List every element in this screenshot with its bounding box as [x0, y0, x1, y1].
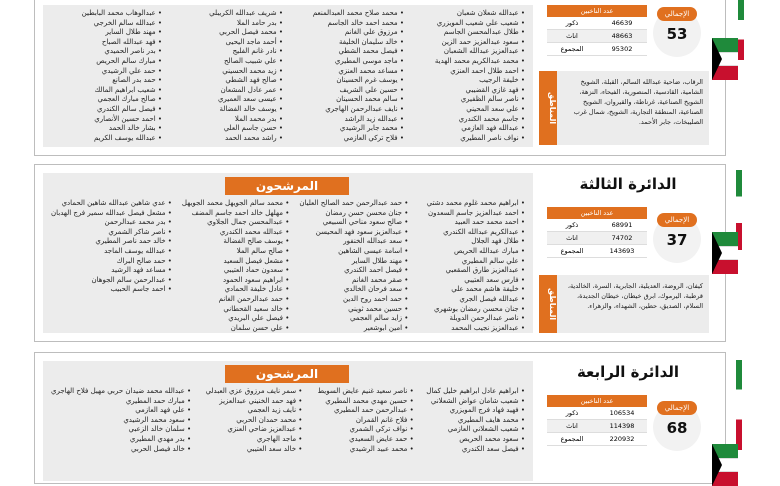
- candidate-name: • زيد محمد الحسيني: [222, 66, 283, 75]
- candidate-name: • فيصل سالم الكندري: [96, 104, 162, 113]
- candidate-name: • شريف عبدالله الكريبلي: [209, 9, 283, 17]
- candidate-name: • حمد عايض السعيدي: [349, 434, 414, 443]
- candidate-name: • مهند طلال الساير: [351, 256, 409, 265]
- candidate-name: • محمد هايف المطيري: [457, 415, 525, 424]
- candidate-column: [172, 9, 283, 141]
- total-candidates-number: 53: [666, 25, 688, 43]
- candidate-name: • بدر ناصر الحميدي: [104, 47, 162, 56]
- voter-table-header: عدد الناخبين: [547, 207, 647, 219]
- candidate-name: • عبدالوهاب محمد البابطين: [81, 9, 162, 17]
- candidate-name: • حمد بدر الصانع: [112, 76, 162, 85]
- candidate-name: • عبدالله فهد العازمي: [461, 124, 525, 133]
- candidate-name: • فيصل محمد الشطي: [338, 47, 404, 56]
- voter-row-females: اناث 114398: [547, 420, 647, 433]
- candidate-columns-third: [51, 199, 525, 332]
- candidate-name: • صالح فهد الشطي: [225, 76, 283, 85]
- district-title: الدائرة الرابعة: [576, 363, 680, 381]
- voter-row-total: المجموع 220932: [547, 433, 647, 446]
- candidate-name: • احمد حسين الأنصاري: [94, 114, 162, 123]
- candidate-name: • ناصر سالم الظفيري: [460, 95, 525, 104]
- candidate-name: • محمد جابر الرشيدي: [339, 124, 404, 133]
- district-title: الدائرة الثالثة: [579, 175, 677, 193]
- candidate-name: • خليفة هاشم محمد علي: [451, 285, 525, 294]
- voter-row-total: المجموع 95302: [547, 43, 647, 56]
- candidate-column: [414, 9, 525, 141]
- candidate-name: • محمد حمدان الحربي: [236, 415, 303, 424]
- candidate-name: • محمد احمد خالد الجاسم: [327, 18, 404, 27]
- candidate-name: • سعود محمد الحريص: [459, 434, 525, 443]
- candidate-column: [293, 9, 404, 141]
- candidate-columns-top: [51, 9, 525, 141]
- candidate-column: [51, 387, 191, 475]
- candidate-name: • مهلهل خالد احمد جاسم المضف: [191, 208, 290, 217]
- candidate-column: [424, 387, 525, 475]
- candidate-name: • نادر غانم الفليج: [232, 47, 283, 56]
- candidate-name: • علي حسن سلمان: [230, 323, 290, 332]
- candidate-name: • حسين محمد ثويني: [348, 304, 409, 313]
- candidate-name: • زايد سالم العجمي: [349, 314, 409, 323]
- kuwait-flag-icon: [712, 444, 738, 486]
- candidate-name: • يوسف خالد الفضالة: [219, 104, 283, 113]
- candidate-name: • علي سعد المحيني: [466, 104, 525, 113]
- candidate-name: • محمد عبيد الرشيدي: [349, 444, 414, 453]
- areas-label: المناطق: [539, 71, 557, 145]
- candidate-column: [418, 199, 525, 332]
- candidate-name: • محمد عبدالكريم محمد الهدية: [434, 56, 525, 65]
- candidate-name: • احمد عبدالعزيز جاسم السعدون: [428, 208, 525, 217]
- candidate-name: • فلاح تركي العازمي: [343, 133, 404, 142]
- candidate-column: [181, 199, 290, 332]
- district-panel-fourth: [34, 352, 726, 484]
- kuwait-flag-icon: [712, 38, 738, 80]
- candidate-name: • حسين علي الشريف: [339, 85, 404, 94]
- candidate-name: • فهد عبدالله الصباح: [101, 37, 162, 46]
- candidate-name: • حسن جاسم العلي: [223, 124, 283, 133]
- voter-table-header: عدد الناخبين: [547, 395, 647, 407]
- candidate-name: • شعيب شامان عواض الشعلاني: [430, 396, 525, 405]
- candidate-name: • بدر محمد عبدالرحمن: [104, 218, 172, 227]
- candidate-column: [51, 9, 162, 141]
- candidate-name: • خالد سليمان الخليفة: [338, 37, 404, 46]
- candidates-box-top: [43, 5, 533, 147]
- areas-box-third: [539, 275, 709, 333]
- candidate-name: • سعد عبدالله الخنفور: [343, 237, 409, 246]
- areas-box-top: [539, 71, 709, 145]
- district-panel-top: [34, 0, 726, 156]
- candidate-column: [312, 387, 413, 475]
- candidate-name: • سعدون حماد العتيبي: [223, 266, 290, 275]
- candidate-name: • جاسم محمد الكندري: [458, 114, 525, 123]
- total-candidates-badge: الإجمالي 37: [653, 215, 701, 263]
- candidate-name: • فارس سعد العتيبي: [464, 275, 525, 284]
- candidate-column: [299, 199, 409, 332]
- district-side-third: [539, 175, 717, 335]
- candidate-name: • عبدالرحمن سالم الجوهان: [91, 275, 172, 284]
- candidates-heading: المرشحون: [225, 177, 349, 195]
- candidate-name: • سعود محمد الرشيدي: [123, 415, 192, 424]
- candidate-name: • مساعد محمد العنزي: [338, 66, 404, 75]
- candidate-name: • مبارك عبدالله الحريص: [453, 246, 525, 255]
- candidate-name: • عدي شاهين عبدالله شاهين الحمادي: [61, 199, 172, 207]
- candidate-name: • ناصر سعيد غنيم عايض السويط: [317, 387, 414, 395]
- total-candidates-badge: الإجمالي 53: [653, 9, 701, 57]
- candidate-name: • طلال عبدالمحسن الجاسم: [443, 28, 525, 37]
- candidate-name: • شعيب علي شعيب المويزري: [436, 18, 525, 27]
- candidate-columns-fourth: [51, 387, 525, 475]
- candidate-name: • سعود عبدالعزيز حمد الزين: [441, 37, 525, 46]
- candidate-name: • ماجد موسى المطيري: [334, 56, 404, 65]
- candidate-name: • فهد غازي القضيبي: [465, 85, 525, 94]
- candidate-name: • طلال فهد الجلال: [471, 237, 525, 246]
- candidate-name: • نواف ناصر المطيري: [460, 133, 525, 142]
- candidate-name: • فهيد فهاد فرج المويزري: [449, 406, 525, 415]
- candidate-name: • عبدالله محمد الكندري: [219, 227, 290, 236]
- candidate-name: • صقر محمد الغانم: [352, 275, 409, 284]
- candidate-name: • نايف عبدالرحمن الهاجري: [325, 104, 404, 113]
- candidate-name: • أحمد ماجد اليحيى: [225, 37, 283, 46]
- candidate-name: • صالح سعود مناحي السبيعي: [322, 218, 409, 227]
- candidates-box-fourth: [43, 361, 533, 481]
- candidate-name: • مشعل فيصل السعيد: [223, 256, 290, 265]
- candidate-name: • حمد عبدالرحمن الغانم: [218, 294, 290, 303]
- candidate-name: • عبدالله شعلان شعبان: [456, 9, 525, 17]
- district-side-fourth: [539, 363, 717, 473]
- candidate-name: • جنان محسن حسن رمضان: [325, 208, 409, 217]
- candidate-name: • فيصل علي البريدي: [228, 314, 290, 323]
- candidate-name: • عبدالعزيز عبدالله الشعبان: [443, 47, 525, 56]
- candidate-name: • فلاح غانم القمران: [355, 415, 414, 424]
- candidate-name: • احمد جاسم الحبيب: [110, 285, 172, 294]
- candidate-name: • عيسى سعد العميري: [217, 95, 283, 104]
- candidate-name: • ابراهيم محمد غلوم محمد دشتي: [426, 199, 525, 207]
- candidate-name: • عبدالعزيز طارق الصقعبي: [445, 266, 525, 275]
- candidate-name: • حمد علي الرشيدي: [101, 66, 162, 75]
- candidate-column: [51, 199, 172, 327]
- candidate-name: • علي فهد العازمي: [135, 406, 192, 415]
- candidate-name: • شعيب ابراهيم المالك: [94, 85, 162, 94]
- candidate-name: • نواف تركي الشمري: [349, 425, 414, 434]
- candidate-column: [201, 387, 302, 475]
- candidate-name: • فيصل سعد الكندري: [461, 444, 525, 453]
- candidate-name: • بدر حامد الملا: [237, 18, 283, 27]
- candidate-name: • صالح مبارك العجمي: [97, 95, 162, 104]
- candidate-name: • بدر مهدي المطيري: [129, 434, 192, 443]
- candidate-name: • ناصر شاكر الشمري: [108, 227, 172, 236]
- voter-row-females: اناث 74702: [547, 232, 647, 245]
- voter-row-males: ذكور 68991: [547, 219, 647, 232]
- candidate-name: • جنان محسن رمضان بوشهري: [433, 304, 525, 313]
- candidate-name: • عبدالله زيد الراشد: [344, 114, 404, 123]
- candidate-name: • سالم محمد الحسينان: [336, 95, 404, 104]
- candidate-name: • خالد سعد العتيبي: [246, 444, 303, 453]
- candidate-name: • علي سالم المطيري: [461, 256, 525, 265]
- voter-row-males: ذكور 106534: [547, 407, 647, 420]
- candidate-name: • عبدالله يوسف الكريم: [93, 133, 162, 142]
- candidate-name: • حسين مهدي محمد المطيري: [325, 396, 414, 405]
- candidate-name: • مبارك سالم الحريص: [96, 56, 162, 65]
- candidate-name: • راشد محمد الحمد: [225, 133, 283, 142]
- candidate-name: • علي شبيب الصالح: [223, 56, 283, 65]
- candidate-name: • عبدالله سالم الخرجي: [93, 18, 162, 27]
- candidate-name: • نايف زيد العجمي: [247, 406, 303, 415]
- candidate-name: • ماجد الهاجري: [256, 434, 303, 443]
- candidate-name: • امين ابوشعير: [363, 323, 409, 332]
- candidate-name: • مشعل فيصل عبدالله سمير فرج الهدبان: [51, 208, 172, 217]
- voter-table-header: عدد الناخبين: [547, 5, 647, 17]
- district-panel-third: [34, 164, 726, 342]
- candidate-name: • محمد فيصل الحربي: [219, 28, 283, 37]
- candidate-name: • عبدالله فيصل الجري: [459, 294, 525, 303]
- voter-row-females: اناث 48663: [547, 30, 647, 43]
- candidate-name: • مرزوق علي الغانم: [344, 28, 404, 37]
- candidate-name: • حمد عبدالرحمن حمد الصالح العليان: [299, 199, 409, 207]
- candidate-name: • سمر نايف مرزوق عزي العبدلي: [205, 387, 303, 395]
- flag-ribbon-bottom: [736, 360, 742, 450]
- total-candidates-number: 37: [666, 231, 688, 249]
- candidate-name: • خالد فيصل الحربي: [131, 444, 192, 453]
- candidate-name: • بدر محمد الملا: [234, 114, 283, 123]
- candidate-name: • ابراهيم عادل ابراهيم خليل كمال: [426, 387, 525, 395]
- candidate-name: • سلمان خالد الزعبي: [128, 425, 192, 434]
- candidate-name: • محمد سالم الجويهل محمد الجويهل: [181, 199, 290, 207]
- candidate-name: • عبدالله يوسف الماجد: [104, 246, 172, 255]
- areas-text: الرقاب، ضاحية عبدالله السالم، القبلة، الشويخ الشامية، القادسية، المنصورية، الفيحاء، النزهة، الشويخ الصناعية، غرناطة، والقيروان، الشويخ الصناعية، المنطقة التجارية، الشويخ، شمال غرب الصليبخات، جابر الأحمد.: [573, 78, 703, 126]
- candidate-name: • عبدالمحسن جمال الجلاوي: [207, 218, 290, 227]
- candidate-name: • فيصل احمد الكندري: [344, 266, 409, 275]
- candidates-box-third: [43, 173, 533, 333]
- candidate-name: • عبدالعزيز سعود فهد المحيسن: [315, 227, 409, 236]
- candidate-name: • فهد حمد الخنيني عبدالعزيز: [219, 396, 303, 405]
- candidate-name: • عبدالله محمد ضيدان حربي مهيل فلاح الهاجري: [51, 387, 192, 395]
- candidate-name: • حمد صالح البراك: [116, 256, 172, 265]
- candidate-name: • احمد محمد حمد العبيد: [454, 218, 525, 227]
- candidate-name: • خليفة الرجيب: [479, 76, 525, 85]
- flag-ribbon-top: [738, 0, 744, 60]
- candidate-name: • صالح سالم الملا: [236, 246, 290, 255]
- voter-table-fourth: [547, 395, 647, 446]
- candidate-name: • عادل خليفة الحمادي: [224, 285, 290, 294]
- candidates-heading: المرشحون: [225, 365, 349, 383]
- candidate-name: • اسامة عيسى الشاهين: [338, 246, 409, 255]
- voter-row-total: المجموع 143693: [547, 245, 647, 258]
- voter-table-top: [547, 5, 647, 56]
- district-side-top: [539, 5, 717, 149]
- candidate-name: • ناصر عبدالرحمن الدويلة: [449, 314, 525, 323]
- candidate-name: • خالد حمد ناصر المطيري: [95, 237, 172, 246]
- candidate-name: • محمد صلاح محمد العبدالمنعم: [312, 9, 404, 17]
- candidate-name: • شعيب الشعلاني العازمي: [447, 425, 525, 434]
- candidate-name: • ابراهيم سعود الحمود: [223, 275, 290, 284]
- candidate-name: • عمر عادل المشعان: [220, 85, 283, 94]
- candidate-name: • خالد سعيد القحطاني: [223, 304, 290, 313]
- candidate-name: • سعد فرحان الخالدي: [343, 285, 409, 294]
- candidate-name: • مساعد فهد الرشيد: [111, 266, 172, 275]
- candidate-name: • مهند طلال الساير: [105, 28, 162, 37]
- voter-table-third: [547, 207, 647, 258]
- candidate-name: • احمد طلال احمد العنزي: [450, 66, 525, 75]
- candidate-name: • يوسف غرم الحسينان: [336, 76, 404, 85]
- kuwait-flag-icon: [712, 232, 738, 274]
- candidate-name: • مبارك حمد المطيري: [125, 396, 192, 405]
- candidate-name: • عبدالكريم عبدالله الكندري: [443, 227, 525, 236]
- areas-label: المناطق: [539, 275, 557, 333]
- candidate-name: • عبدالعزيز ضاحي العنزي: [227, 425, 303, 434]
- candidate-name: • عبدالعزيز نجيب المحمد: [451, 323, 525, 332]
- areas-text: كيفان، الروضة، العديلية، الجابرية، السرة، الخالدية، قرطبة، اليرموك، ابرق خيطان، خيطان الجديدة، السلام، الصديق، حطين، الشهداء، والزهراء.: [567, 282, 703, 310]
- candidate-name: • حمد احمد روح الدين: [342, 294, 409, 303]
- candidate-name: • بشار خالد الحمد: [108, 124, 162, 133]
- total-candidates-badge: الإجمالي 68: [653, 403, 701, 451]
- candidate-name: • عبدالرحمن حمد المطيري: [333, 406, 414, 415]
- candidate-name: • يوسف صالح الفضالة: [223, 237, 290, 246]
- voter-row-males: ذكور 46639: [547, 17, 647, 30]
- total-candidates-number: 68: [666, 419, 688, 437]
